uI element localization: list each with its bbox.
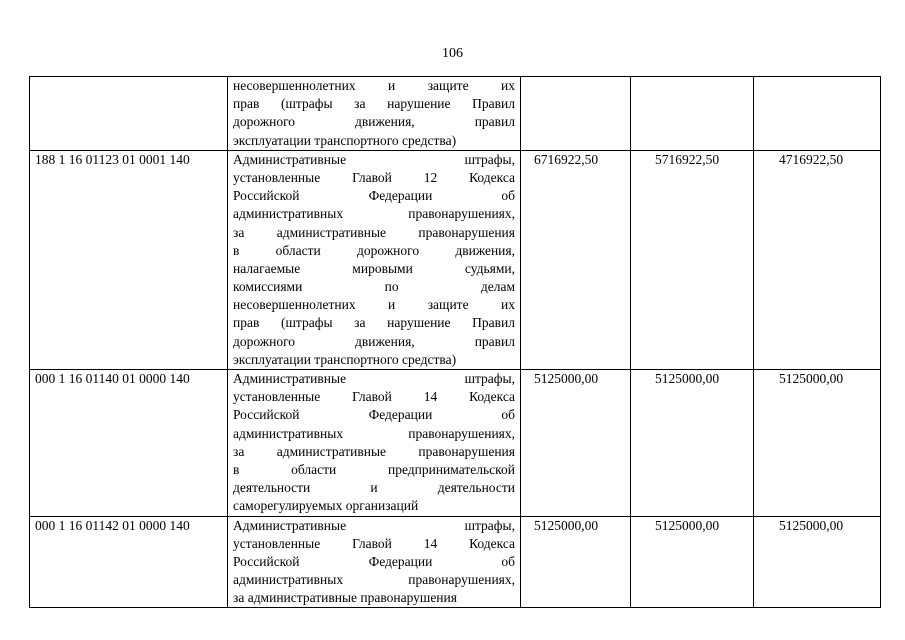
- revenue-name-line: несовершеннолетних и защите их: [233, 297, 515, 313]
- revenue-name-line: комиссиями по делам: [233, 279, 515, 295]
- revenue-name-line: в области предпринимательской: [233, 461, 515, 477]
- revenue-name-cell: [228, 516, 521, 608]
- amount-cell-2: 5716922,50: [631, 150, 754, 369]
- budget-code-cell: 000 1 16 01140 01 0000 140: [30, 370, 228, 517]
- revenue-name-line: за административные правонарушения: [233, 590, 457, 606]
- revenue-name-line: Административные штрафы,: [233, 371, 515, 386]
- amount-cell-1: 5125000,00: [521, 516, 631, 608]
- budget-code-cell: [30, 77, 228, 151]
- revenue-name-cell: [228, 370, 521, 517]
- table-row: [30, 516, 881, 608]
- revenue-name-line: саморегулируемых организаций: [233, 498, 419, 514]
- revenue-name-line: налагаемые мировыми судьями,: [233, 260, 515, 276]
- amount-cell-1: [521, 77, 631, 151]
- revenue-name-line: Российской Федерации об: [233, 407, 515, 423]
- amount-cell-2: 5125000,00: [631, 516, 754, 608]
- table-row: [30, 370, 881, 517]
- revenue-name-line: прав (штрафы за нарушение Правил: [233, 96, 515, 112]
- revenue-name-line: установленные Главой 14 Кодекса: [233, 389, 515, 405]
- budget-code-cell: 000 1 16 01142 01 0000 140: [30, 516, 228, 608]
- revenue-name-line: административных правонарушениях,: [233, 206, 515, 222]
- revenue-name-line: за административные правонарушения: [233, 443, 515, 459]
- revenue-name-line: несовершеннолетних и защите их: [233, 78, 515, 93]
- revenue-name-line: Административные штрафы,: [233, 151, 515, 167]
- revenue-name-line: деятельности и деятельности: [233, 480, 515, 496]
- revenue-name-line: за административные правонарушения: [233, 224, 515, 240]
- revenue-name-line: Российской Федерации об: [233, 553, 515, 569]
- amount-cell-3: [754, 77, 881, 151]
- amount-cell-1: 6716922,50: [521, 150, 631, 369]
- amount-cell-3: 5125000,00: [754, 516, 881, 608]
- table-row: [30, 150, 881, 369]
- revenue-name-line: дорожного движения, правил: [233, 114, 515, 130]
- revenue-name-line: установленные Главой 12 Кодекса: [233, 169, 515, 185]
- page-number: 106: [442, 46, 463, 61]
- budget-code-cell: 188 1 16 01123 01 0001 140: [30, 150, 228, 369]
- amount-cell-2: 5125000,00: [631, 370, 754, 517]
- revenue-name-line: установленные Главой 14 Кодекса: [233, 535, 515, 551]
- budget-revenue-table: [29, 76, 881, 608]
- revenue-name-line: эксплуатации транспортного средства): [233, 351, 457, 367]
- table-row: [30, 77, 881, 151]
- amount-cell-1: 5125000,00: [521, 370, 631, 517]
- amount-cell-2: [631, 77, 754, 151]
- table-body: [30, 77, 881, 608]
- revenue-name-line: Российской Федерации об: [233, 188, 515, 204]
- amount-cell-3: 4716922,50: [754, 150, 881, 369]
- revenue-name-line: дорожного движения, правил: [233, 333, 515, 349]
- revenue-name-cell: [228, 77, 521, 151]
- revenue-name-line: в области дорожного движения,: [233, 242, 515, 258]
- revenue-name-line: эксплуатации транспортного средства): [233, 132, 457, 148]
- revenue-name-cell: [228, 150, 521, 369]
- amount-cell-3: 5125000,00: [754, 370, 881, 517]
- revenue-name-line: административных правонарушениях,: [233, 572, 515, 588]
- revenue-name-line: прав (штрафы за нарушение Правил: [233, 315, 515, 331]
- revenue-name-line: административных правонарушениях,: [233, 425, 515, 441]
- revenue-name-line: Административные штрафы,: [233, 517, 515, 533]
